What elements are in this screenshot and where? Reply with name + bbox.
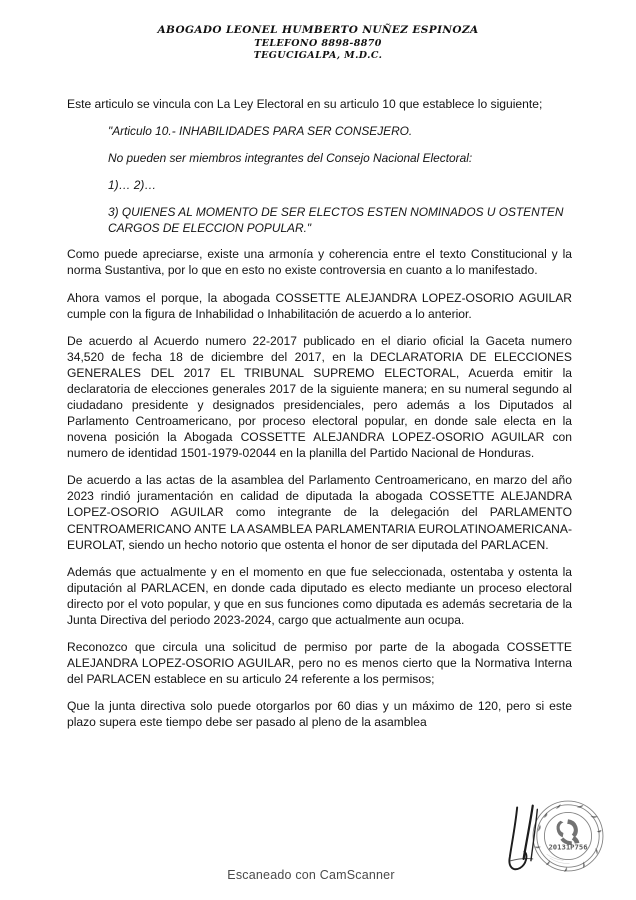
- camscanner-watermark-text: Escaneado con CamScanner: [227, 868, 395, 882]
- quote-item-3: 3) QUIENES AL MOMENTO DE SER ELECTOS ESTEN NOMINADOS U OSTENTEN CARGOS DE ELECCION POPULAR.": [108, 205, 564, 236]
- paragraph-junta-directiva-plazos: Que la junta directiva solo puede otorgarlos por 60 dias y un máximo de 120, pero si este plazo supera este tiempo debe ser pasado al pleno de la asamblea: [67, 699, 572, 730]
- quote-members-line: No pueden ser miembros integrantes del Consejo Nacional Electoral:: [108, 151, 473, 166]
- paragraph-solicitud-permiso: Reconozco que circula una solicitud de permiso por parte de la abogada COSSETTE ALEJANDRA LOPEZ-OSORIO AGUILAR, pero no es menos cierto que la Normativa Interna del PARLACEN establece en su articulo 24 referente a los permisos;: [67, 640, 572, 687]
- letterhead-city: TEGUCIGALPA, M.D.C.: [253, 50, 383, 62]
- camscanner-watermark: [0, 866, 636, 884]
- letterhead-attorney-name: ABOGADO LEONEL HUMBERTO NUÑEZ ESPINOZA: [157, 24, 479, 36]
- document-body: [67, 96, 572, 730]
- letterhead: [0, 0, 636, 63]
- seal-number: 20131P756: [548, 842, 588, 852]
- paragraph-diputacion-actual: Además que actualmente y en el momento en que fue seleccionada, ostentaba y ostenta la diputación al PARLACEN, en donde cada diputado es electo mediante un proceso electoral directo por el voto popular, y que en sus funciones como diputada es además secretaria de la Junta Directiva del periodo 2023-2024, cargo que actualmente aun ocupa.: [67, 564, 572, 627]
- letterhead-phone: TELEFONO 8898-8870: [254, 37, 382, 49]
- paragraph-acuerdo-gaceta: De acuerdo al Acuerdo numero 22-2017 publicado en el diario oficial la Gaceta numero 34,520 de fecha 18 de diciembre del 2017, en la DECLARATORIA DE ELECCIONES GENERALES DEL 2017 EL TRIBUNAL SUPREMO ELECTORAL, Acuerda emitir la declaratoria de elecciones generales 2017 de la siguiente manera; en su numeral segundo al ciudadano presidente y designados presidenciales, pero además a los Diputados al Parlamento Centroamericano, por proceso electoral popular, en donde sale electa en la novena posición la Abogada COSSETTE ALEJANDRA LOPEZ-OSORIO AGUILAR con numero de identidad 1501-1979-02044 en la planilla del Partido Nacional de Honduras.: [67, 333, 572, 461]
- paragraph-intro: Este articulo se vincula con La Ley Electoral en su articulo 10 que establece lo siguiente;: [67, 97, 543, 111]
- paragraph-parlacen-juramentacion: De acuerdo a las actas de la asamblea del Parlamento Centroamericano, en marzo del año 2023 rindió juramentación en calidad de diputada la abogada COSSETTE ALEJANDRA LOPEZ-OSORIO AGUILAR como integrante de la delegación del PARLAMENTO CENTROAMERICANO ANTE LA ASAMBLEA PARLAMENTARIA EUROLATINOAMERICANA-EUROLAT, siendo un hecho notorio que ostenta el honor de ser diputada del PARLACEN.: [67, 473, 572, 552]
- paragraph-harmony: Como puede apreciarse, existe una armonía y coherencia entre el texto Constitucional y la norma Sustantiva, por lo que en esto no existe controversia en cuanto a lo manifestado.: [67, 247, 572, 278]
- quote-article-heading: "Articulo 10.- INHABILIDADES PARA SER CONSEJERO.: [108, 124, 413, 139]
- paragraph-inhabilidad: Ahora vamos el porque, la abogada COSSETTE ALEJANDRA LOPEZ-OSORIO AGUILAR cumple con la figura de Inhabilidad o Inhabilitación de acuerdo a lo anterior.: [67, 290, 572, 321]
- quote-items-1-2: 1)… 2)…: [108, 178, 157, 193]
